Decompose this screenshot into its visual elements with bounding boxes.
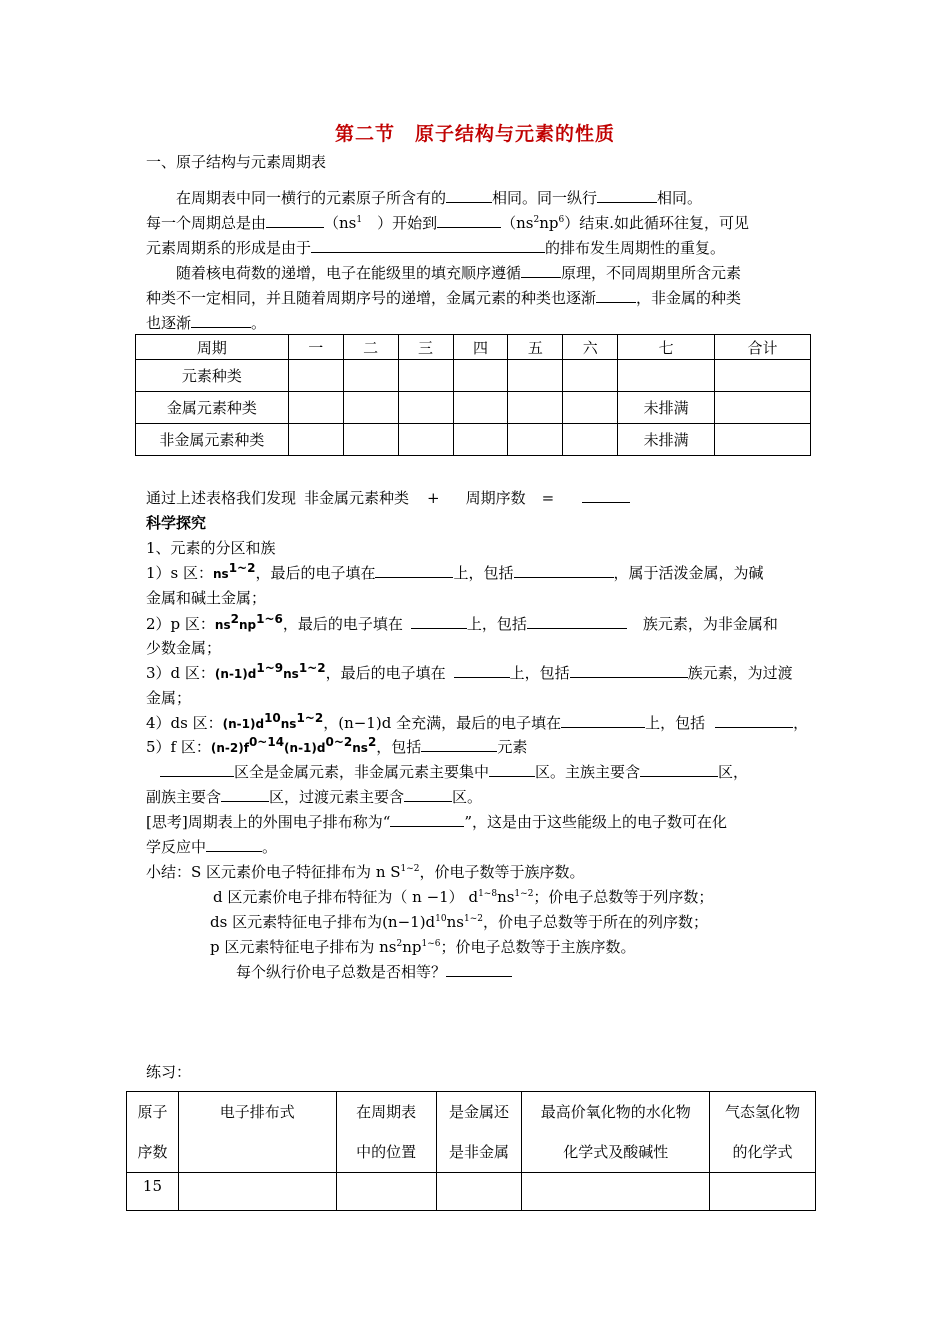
blank[interactable]: [489, 762, 535, 777]
header-metal: 是金属还 是非金属: [436, 1092, 522, 1173]
blank[interactable]: [715, 713, 793, 728]
table-cell[interactable]: [343, 424, 398, 456]
table-cell[interactable]: [563, 360, 618, 392]
table-cell: 15: [127, 1173, 179, 1211]
blank[interactable]: [375, 563, 453, 578]
blank[interactable]: [411, 614, 467, 629]
header-electron-config: 电子排布式: [178, 1092, 336, 1173]
row-label: 非金属元素种类: [136, 424, 289, 456]
subsection-heading: 1、元素的分区和族: [146, 539, 276, 557]
blank[interactable]: [446, 188, 492, 203]
table-cell[interactable]: [618, 360, 715, 392]
paragraph-1-line-2: 每一个周期总是由 （$ns^1$ ）开始到 $(ns^2np^6)$结束.如此循环往复，可见: [146, 214, 750, 232]
header-cell: 七: [618, 335, 715, 360]
header-hydride: 气态氢化物 的化学式: [710, 1092, 816, 1173]
header-cell: 一: [288, 335, 343, 360]
blank[interactable]: [404, 787, 452, 802]
blank[interactable]: [521, 263, 561, 278]
blank[interactable]: [446, 962, 512, 977]
table-cell[interactable]: [343, 360, 398, 392]
practice-table: [126, 1091, 816, 1211]
p-block-line-1: 2）p 区：$ns^2np^{1\sim 6}$，最后的电子填在 上，包括 族元素，为非金属和: [146, 612, 778, 633]
table-row: [136, 392, 811, 424]
table-cell[interactable]: [715, 424, 811, 456]
p-block-line-2: 少数金属；: [146, 639, 222, 657]
table-cell[interactable]: [343, 392, 398, 424]
table-cell: 未排满: [618, 392, 715, 424]
summary-line-4: p 区元素特征电子排布为 $ns^2np^{1\sim 6}$；价电子总数等于主族序数。: [210, 938, 636, 956]
summary-line-1: 小结：S 区元素价电子特征排布为 n $S^{1\sim 2}$，价电子数等于族序数。: [146, 863, 585, 881]
header-cell: 四: [453, 335, 508, 360]
section-heading: 一、原子结构与元素周期表: [146, 153, 327, 171]
d-block-line-1: 3）d 区：$(n-1)d^{1\sim 9}ns^{1\sim 2}$，最后的电子填在 上，包括 族元素，为过渡: [146, 661, 793, 682]
header-cell: 三: [398, 335, 453, 360]
blank[interactable]: [266, 213, 324, 228]
practice-heading: 练习：: [146, 1063, 192, 1081]
s-block-line-1: 1）s 区：$ns^{1\sim 2}$，最后的电子填在 上，包括 ，属于活泼金属，为碱: [146, 561, 764, 582]
f-block-line: 5）f 区：$(n-2)f^{0\sim 14}(n-1)d^{0\sim 2}ns^2$，包括 元素: [146, 735, 528, 756]
table-cell[interactable]: [522, 1173, 710, 1211]
table-cell[interactable]: [710, 1173, 816, 1211]
table-cell[interactable]: [288, 392, 343, 424]
table-row: [136, 360, 811, 392]
blank[interactable]: [311, 238, 545, 253]
blank[interactable]: [561, 713, 645, 728]
blank[interactable]: [597, 188, 657, 203]
s-block-line-2: 金属和碱土金属；: [146, 589, 267, 607]
summary-line-3: ds 区元素特征电子排布为$(n-1)d^{10}ns^{1\sim 2}$，价电子总数等于所在的列序数；: [210, 913, 708, 931]
blank[interactable]: [514, 563, 614, 578]
table-cell[interactable]: [453, 392, 508, 424]
blank[interactable]: [206, 837, 262, 852]
header-cell: 六: [563, 335, 618, 360]
blank[interactable]: [191, 313, 251, 328]
blank[interactable]: [390, 812, 464, 827]
table-row: [127, 1173, 816, 1211]
page-title: 第二节 原子结构与元素的性质: [334, 123, 615, 145]
think-line-1: [思考]周期表上的外围电子排布称为“ ”，这是由于这些能级上的电子数可在化: [146, 813, 728, 831]
zone-line-1: 区全是金属元素，非金属元素主要集中 区。主族主要含 区，: [160, 762, 748, 782]
ds-block-line: 4）ds 区：$(n-1)d^{10}ns^{1\sim 2}$，(n−1)d 全充满，最后的电子填在 上，包括 ，: [146, 711, 809, 732]
blank[interactable]: [221, 787, 269, 802]
finding-line: 通过上述表格我们发现 非金属元素种类 + 周期序数 =: [146, 488, 630, 508]
table-cell[interactable]: [563, 392, 618, 424]
paragraph-2-line-2: 种类不一定相同，并且随着周期序号的递增，金属元素的种类也逐渐 ，非金属的种类: [146, 289, 742, 307]
header-cell: 五: [508, 335, 563, 360]
blank[interactable]: [437, 213, 501, 228]
header-cell: 二: [343, 335, 398, 360]
blank[interactable]: [421, 737, 497, 752]
header-position: 在周期表 中的位置: [336, 1092, 436, 1173]
row-label: 元素种类: [136, 360, 289, 392]
row-label: 金属元素种类: [136, 392, 289, 424]
table-row: [136, 424, 811, 456]
table-header-row: [136, 335, 811, 360]
table-cell[interactable]: [288, 360, 343, 392]
paragraph-1-line-1: 在周期表中同一横行的元素原子所含有的 相同。同一纵行 相同。: [176, 189, 703, 207]
table-cell[interactable]: [715, 360, 811, 392]
table-cell: 未排满: [618, 424, 715, 456]
zone-line-2: 副族主要含 区，过渡元素主要含 区。: [146, 788, 483, 806]
table-cell[interactable]: [508, 392, 563, 424]
table-cell[interactable]: [398, 360, 453, 392]
blank[interactable]: [454, 663, 510, 678]
table-cell[interactable]: [288, 424, 343, 456]
think-line-2: 学反应中 。: [146, 838, 278, 856]
header-atomic-number: 原子 序数: [127, 1092, 179, 1173]
blank[interactable]: [160, 762, 234, 777]
period-table: [135, 334, 811, 456]
table-cell[interactable]: [436, 1173, 522, 1211]
blank[interactable]: [582, 488, 630, 503]
summary-line-5: 每个纵行价电子总数是否相等？: [236, 962, 512, 982]
d-block-line-2: 金属；: [146, 689, 192, 707]
table-cell[interactable]: [178, 1173, 336, 1211]
blank[interactable]: [640, 762, 718, 777]
table-cell[interactable]: [453, 424, 508, 456]
summary-line-2: d 区元素价电子排布特征为（ n −1） $d^{1\sim 8}ns^{1\sim 2}$；价电子总数等于列序数；: [213, 888, 714, 906]
table-cell[interactable]: [453, 360, 508, 392]
table-cell[interactable]: [563, 424, 618, 456]
blank[interactable]: [596, 288, 636, 303]
table-cell[interactable]: [336, 1173, 436, 1211]
paragraph-2-line-1: 随着核电荷数的递增，电子在能级里的填充顺序遵循 原理，不同周期里所含元素: [176, 264, 742, 282]
science-heading: 科学探究: [146, 514, 207, 532]
header-hydroxide: 最高价氧化物的水化物 化学式及酸碱性: [522, 1092, 710, 1173]
header-cell: 周期: [136, 335, 289, 360]
practice-header-row: [127, 1092, 816, 1173]
table-cell[interactable]: [508, 360, 563, 392]
header-cell: 合计: [715, 335, 811, 360]
blank[interactable]: [570, 663, 688, 678]
table-cell[interactable]: [508, 424, 563, 456]
blank[interactable]: [527, 614, 627, 629]
table-cell[interactable]: [715, 392, 811, 424]
paragraph-1-line-3: 元素周期系的形成是由于 的排布发生周期性的重复。: [146, 239, 726, 257]
table-cell[interactable]: [398, 424, 453, 456]
table-cell[interactable]: [398, 392, 453, 424]
paragraph-2-line-3: 也逐渐 。: [146, 314, 267, 332]
